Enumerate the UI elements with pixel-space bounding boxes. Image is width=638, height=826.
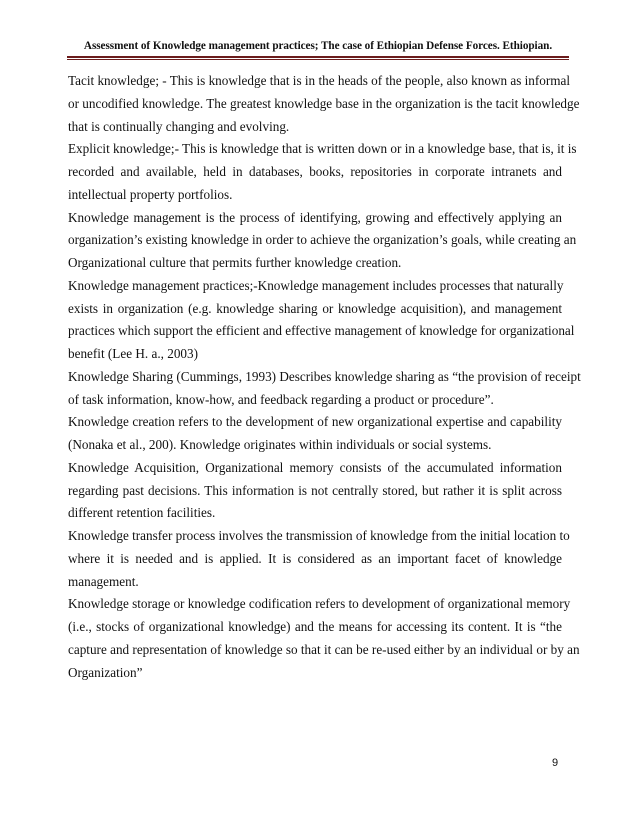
paragraph-knowledge-transfer (68, 525, 570, 593)
body-text (68, 70, 581, 684)
paragraph-knowledge-acquisition (68, 457, 562, 525)
text-line: Organizational culture that permits further knowledge creation. (68, 255, 402, 270)
text-line: or uncodified knowledge. The greatest knowledge base in the organization is the tacit knowledge (68, 95, 580, 111)
text-line: organization’s existing knowledge in order to achieve the organization’s goals, while creating an (68, 232, 577, 248)
text-line: regarding past decisions. This information is not centrally stored, but rather it is split across (68, 482, 562, 498)
text-line: management. (68, 573, 139, 589)
text-line: that is continually changing and evolving. (68, 118, 290, 134)
text-line: Knowledge Sharing (Cummings, 1993) Describes knowledge sharing as “the provision of receipt (68, 368, 581, 384)
text-line: Knowledge management practices;-Knowledge management includes processes that naturally (68, 277, 564, 293)
text-line: recorded and available, held in databases, books, repositories in corporate intranets and (68, 164, 562, 179)
text-line: Knowledge storage or knowledge codification refers to development of organizational memory (68, 596, 571, 612)
text-line: different retention facilities. (68, 505, 216, 521)
header-rule-thick (67, 56, 569, 58)
paragraph-km-practices (68, 275, 575, 366)
text-line: Tacit knowledge; - This is knowledge that is in the heads of the people, also known as informal (68, 73, 571, 88)
paragraph-explicit-knowledge (68, 138, 577, 206)
header-rule-thin (67, 59, 569, 60)
text-line: Knowledge Acquisition, Organizational memory consists of the accumulated information (68, 459, 562, 475)
text-line: (i.e., stocks of organizational knowledge) and the means for accessing its content. It is “the (68, 619, 562, 634)
paragraph-knowledge-creation (68, 411, 562, 457)
text-line: where it is needed and is applied. It is considered as an important facet of knowledge (68, 550, 562, 566)
page-number: 9 (552, 757, 559, 769)
paragraph-knowledge-management (68, 207, 577, 275)
text-line: practices which support the efficient and effective management of knowledge for organizational (68, 323, 575, 339)
text-line: exists in organization (e.g. knowledge sharing or knowledge acquisition), and management (68, 300, 562, 316)
text-line: capture and representation of knowledge so that it can be re-used either by an individual or by an (68, 641, 580, 657)
running-header-title: Assessment of Knowledge management practices; The case of Ethiopian Defense Forces. Ethiopian. (83, 40, 553, 52)
paragraph-knowledge-storage (68, 593, 580, 684)
text-line: intellectual property portfolios. (68, 186, 233, 202)
text-line: Organization” (68, 664, 143, 680)
paragraph-tacit-knowledge (68, 70, 580, 138)
text-line: Knowledge management is the process of identifying, growing and effectively applying an (68, 209, 562, 225)
text-line: Knowledge creation refers to the development of new organizational expertise and capability (68, 414, 562, 430)
paragraph-knowledge-sharing (68, 366, 581, 412)
text-line: of task information, know-how, and feedback regarding a product or procedure”. (68, 391, 494, 407)
text-line: benefit (Lee H. a., 2003) (68, 346, 198, 361)
text-line: Knowledge transfer process involves the transmission of knowledge from the initial location to (68, 528, 570, 543)
text-line: (Nonaka et al., 200). Knowledge originates within individuals or social systems. (68, 437, 492, 452)
text-line: Explicit knowledge;- This is knowledge that is written down or in a knowledge base, that is, it is (68, 141, 577, 157)
